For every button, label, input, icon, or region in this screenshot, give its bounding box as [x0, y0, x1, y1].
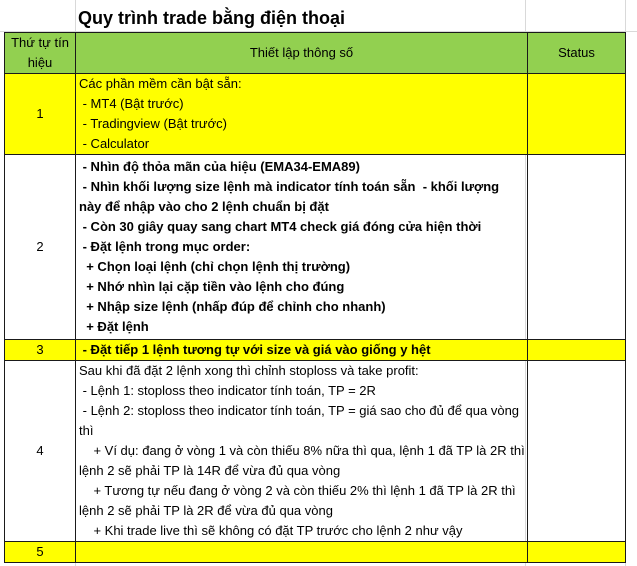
- cell-text-line: - Lệnh 1: stoploss theo indicator tính toán, TP = 2R: [79, 383, 376, 398]
- cell-text-line: - MT4 (Bật trước): [79, 96, 184, 111]
- cell-text-line: - Calculator: [79, 136, 150, 151]
- cell-text-line: - Còn 30 giây quay sang chart MT4 check giá đóng cửa hiện thời: [79, 219, 482, 234]
- order-cell[interactable]: 5: [5, 542, 76, 563]
- header-cell-order[interactable]: [5, 33, 76, 74]
- cell-text-line: - Nhìn khối lượng size lệnh mà indicator tính toán sẵn - khối lượng này để nhập vào cho 2 lệnh chuẩn bị đặt: [79, 179, 503, 214]
- status-cell[interactable]: [528, 361, 626, 542]
- header-order-label: Thứ tự tín hiệu: [11, 35, 73, 70]
- settings-cell[interactable]: [76, 340, 528, 361]
- settings-cell[interactable]: [76, 74, 528, 155]
- settings-cell[interactable]: [76, 361, 528, 542]
- cell-text-line: - Đặt tiếp 1 lệnh tương tự với size và giá vào giống y hệt: [79, 342, 431, 357]
- order-cell[interactable]: 4: [5, 361, 76, 542]
- cell-text-line: + Nhớ nhìn lại cặp tiền vào lệnh cho đúng: [79, 279, 345, 294]
- cell-text-line: + Nhập size lệnh (nhấp đúp để chỉnh cho nhanh): [79, 299, 386, 314]
- cell-text-line: + Chọn loại lệnh (chỉ chọn lệnh thị trường): [79, 259, 351, 274]
- table-row: [5, 74, 626, 155]
- cell-text-line: - Tradingview (Bật trước): [79, 116, 227, 131]
- table-row: [5, 542, 626, 563]
- procedure-table: [4, 32, 626, 563]
- cell-text-line: Các phần mềm cần bật sẵn:: [79, 76, 242, 91]
- settings-cell[interactable]: [76, 542, 528, 563]
- cell-text-line: - Nhìn độ thỏa mãn của hiệu (EMA34-EMA89): [79, 159, 360, 174]
- header-row: [5, 33, 626, 74]
- status-cell[interactable]: [528, 74, 626, 155]
- table-row: [5, 155, 626, 340]
- order-cell[interactable]: 3: [5, 340, 76, 361]
- status-cell[interactable]: [528, 542, 626, 563]
- status-cell[interactable]: [528, 340, 626, 361]
- settings-cell[interactable]: [76, 155, 528, 340]
- header-cell-status[interactable]: [528, 33, 626, 74]
- status-cell[interactable]: [528, 155, 626, 340]
- cell-text-line: - Đặt lệnh trong mục order:: [79, 239, 251, 254]
- cell-text-line: + Tương tự nếu đang ở vòng 2 và còn thiếu 2% thì lệnh 1 đã TP là 2R thì lệnh 2 sẽ phải TP là 2R để vừa đủ qua vòng: [79, 483, 520, 518]
- order-cell[interactable]: 2: [5, 155, 76, 340]
- cell-text-line: + Đặt lệnh: [79, 319, 149, 334]
- table-row: [5, 361, 626, 542]
- cell-text-line: + Khi trade live thì sẽ không có đặt TP trước cho lệnh 2 như vậy: [79, 523, 463, 538]
- cell-text-line: Sau khi đã đặt 2 lệnh xong thì chỉnh stoploss và take profit:: [79, 363, 419, 378]
- sheet-title[interactable]: Quy trình trade bằng điện thoại: [78, 8, 346, 28]
- header-settings-label: Thiết lập thông số: [249, 45, 354, 60]
- table-row: [5, 340, 626, 361]
- order-cell[interactable]: 1: [5, 74, 76, 155]
- header-cell-settings[interactable]: [76, 33, 528, 74]
- cell-text-line: - Lệnh 2: stoploss theo indicator tính toán, TP = giá sao cho đủ để qua vòng thì: [79, 403, 523, 438]
- header-status-label: Status: [558, 45, 595, 60]
- cell-text-line: + Ví dụ: đang ở vòng 1 và còn thiếu 8% nữa thì qua, lệnh 1 đã TP là 2R thì lệnh 2 sẽ phải TP là 14R để vừa đủ qua vòng: [79, 443, 529, 478]
